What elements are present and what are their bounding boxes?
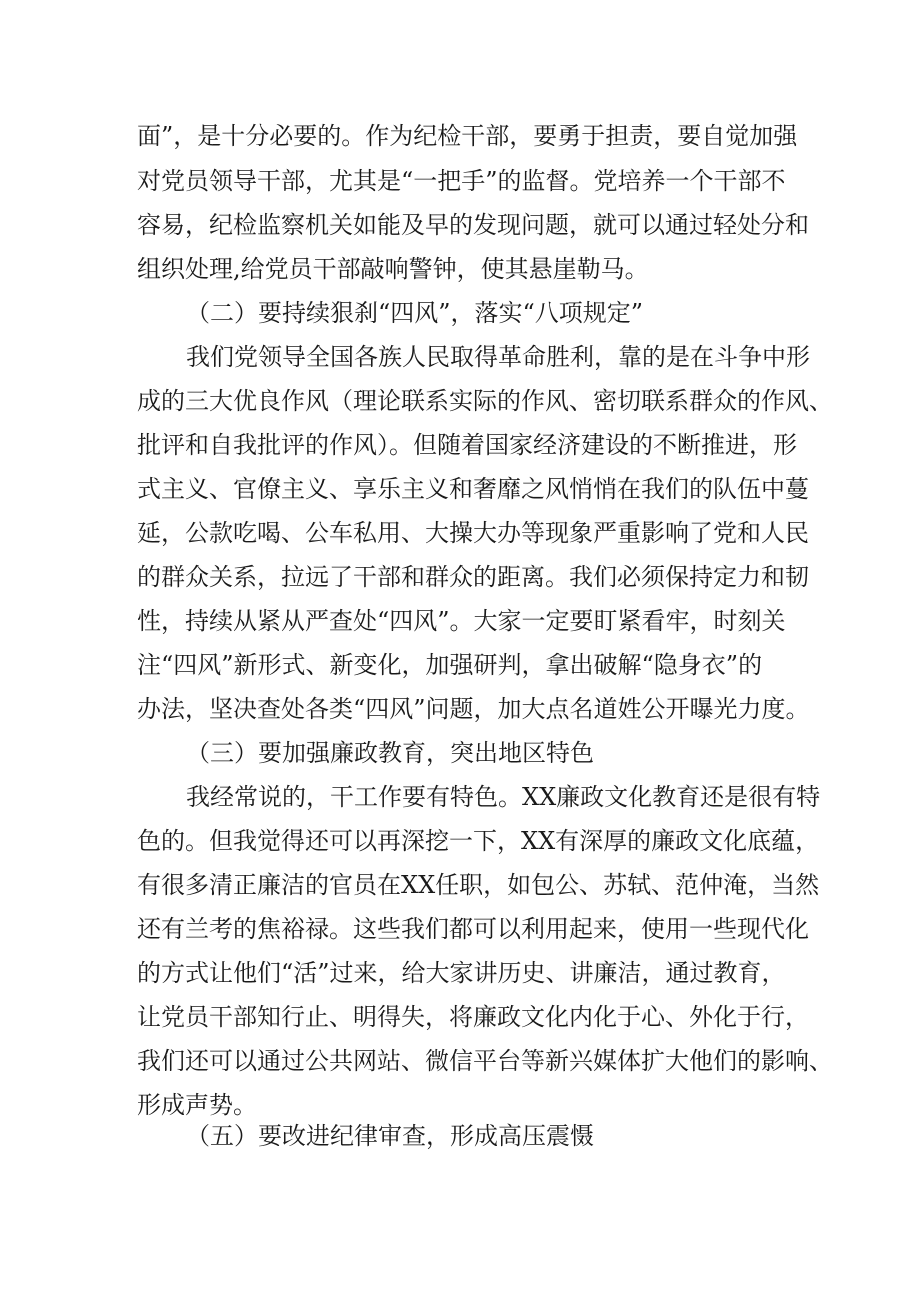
paragraph-line: 让党员干部知行止、明得失，将廉政文化内化于心、外化于行，: [137, 1003, 809, 1031]
paragraph-line: 面”，是十分必要的。作为纪检干部，要勇于担责，要自觉加强: [137, 122, 798, 150]
paragraph-line: 有很多清正廉洁的官员在XX任职，如包公、苏轼、范仲淹，当然: [137, 871, 820, 899]
section-heading-2: （二）要持续狠刹“四风”，落实“八项规定”: [186, 299, 644, 327]
paragraph-line: 我们还可以通过公共网站、微信平台等新兴媒体扩大他们的影响、: [137, 1047, 833, 1075]
section-heading-3: （三）要加强廉政教育，突出地区特色: [186, 739, 594, 767]
paragraph-line: 我经常说的，干工作要有特色。XX廉政文化教育还是很有特: [186, 783, 821, 811]
paragraph-line: 我们党领导全国各族人民取得革命胜利，靠的是在斗争中形: [186, 343, 810, 371]
paragraph-line: 的方式让他们“活”过来，给大家讲历史、讲廉洁，通过教育，: [137, 959, 786, 987]
paragraph-line: 延，公款吃喝、公车私用、大操大办等现象严重影响了党和人民: [137, 519, 809, 547]
paragraph-line: 性，持续从紧从严查处“四风”。大家一定要盯紧看牢，时刻关: [137, 607, 786, 635]
paragraph-line: 成的三大优良作风（理论联系实际的作风、密切联系群众的作风、: [137, 387, 833, 415]
paragraph-line: 对党员领导干部，尤其是“一把手”的监督。党培养一个干部不: [137, 167, 786, 195]
paragraph-line: 组织处理,给党员干部敲响警钟，使其悬崖勒马。: [137, 255, 649, 283]
paragraph-line: 色的。但我觉得还可以再深挖一下，XX有深厚的廉政文化底蕴，: [137, 827, 820, 855]
paragraph-line: 注“四风”新形式、新变化，加强研判，拿出破解“隐身衣”的: [137, 651, 763, 679]
paragraph-line: 还有兰考的焦裕禄。这些我们都可以利用起来，使用一些现代化: [137, 915, 809, 943]
paragraph-line: 容易，纪检监察机关如能及早的发现问题，就可以通过轻处分和: [137, 211, 809, 239]
paragraph-line: 批评和自我批评的作风）。但随着国家经济建设的不断推进，形: [137, 431, 797, 459]
paragraph-line: 办法，坚决查处各类“四风”问题，加大点名道姓公开曝光力度。: [137, 695, 810, 723]
paragraph-line: 形成声势。: [137, 1091, 257, 1119]
paragraph-line: 式主义、官僚主义、享乐主义和奢靡之风悄悄在我们的队伍中蔓: [137, 475, 809, 503]
paragraph-line: 的群众关系，拉远了干部和群众的距离。我们必须保持定力和韧: [137, 563, 809, 591]
section-heading-5: （五）要改进纪律审查，形成高压震慑: [186, 1122, 594, 1150]
